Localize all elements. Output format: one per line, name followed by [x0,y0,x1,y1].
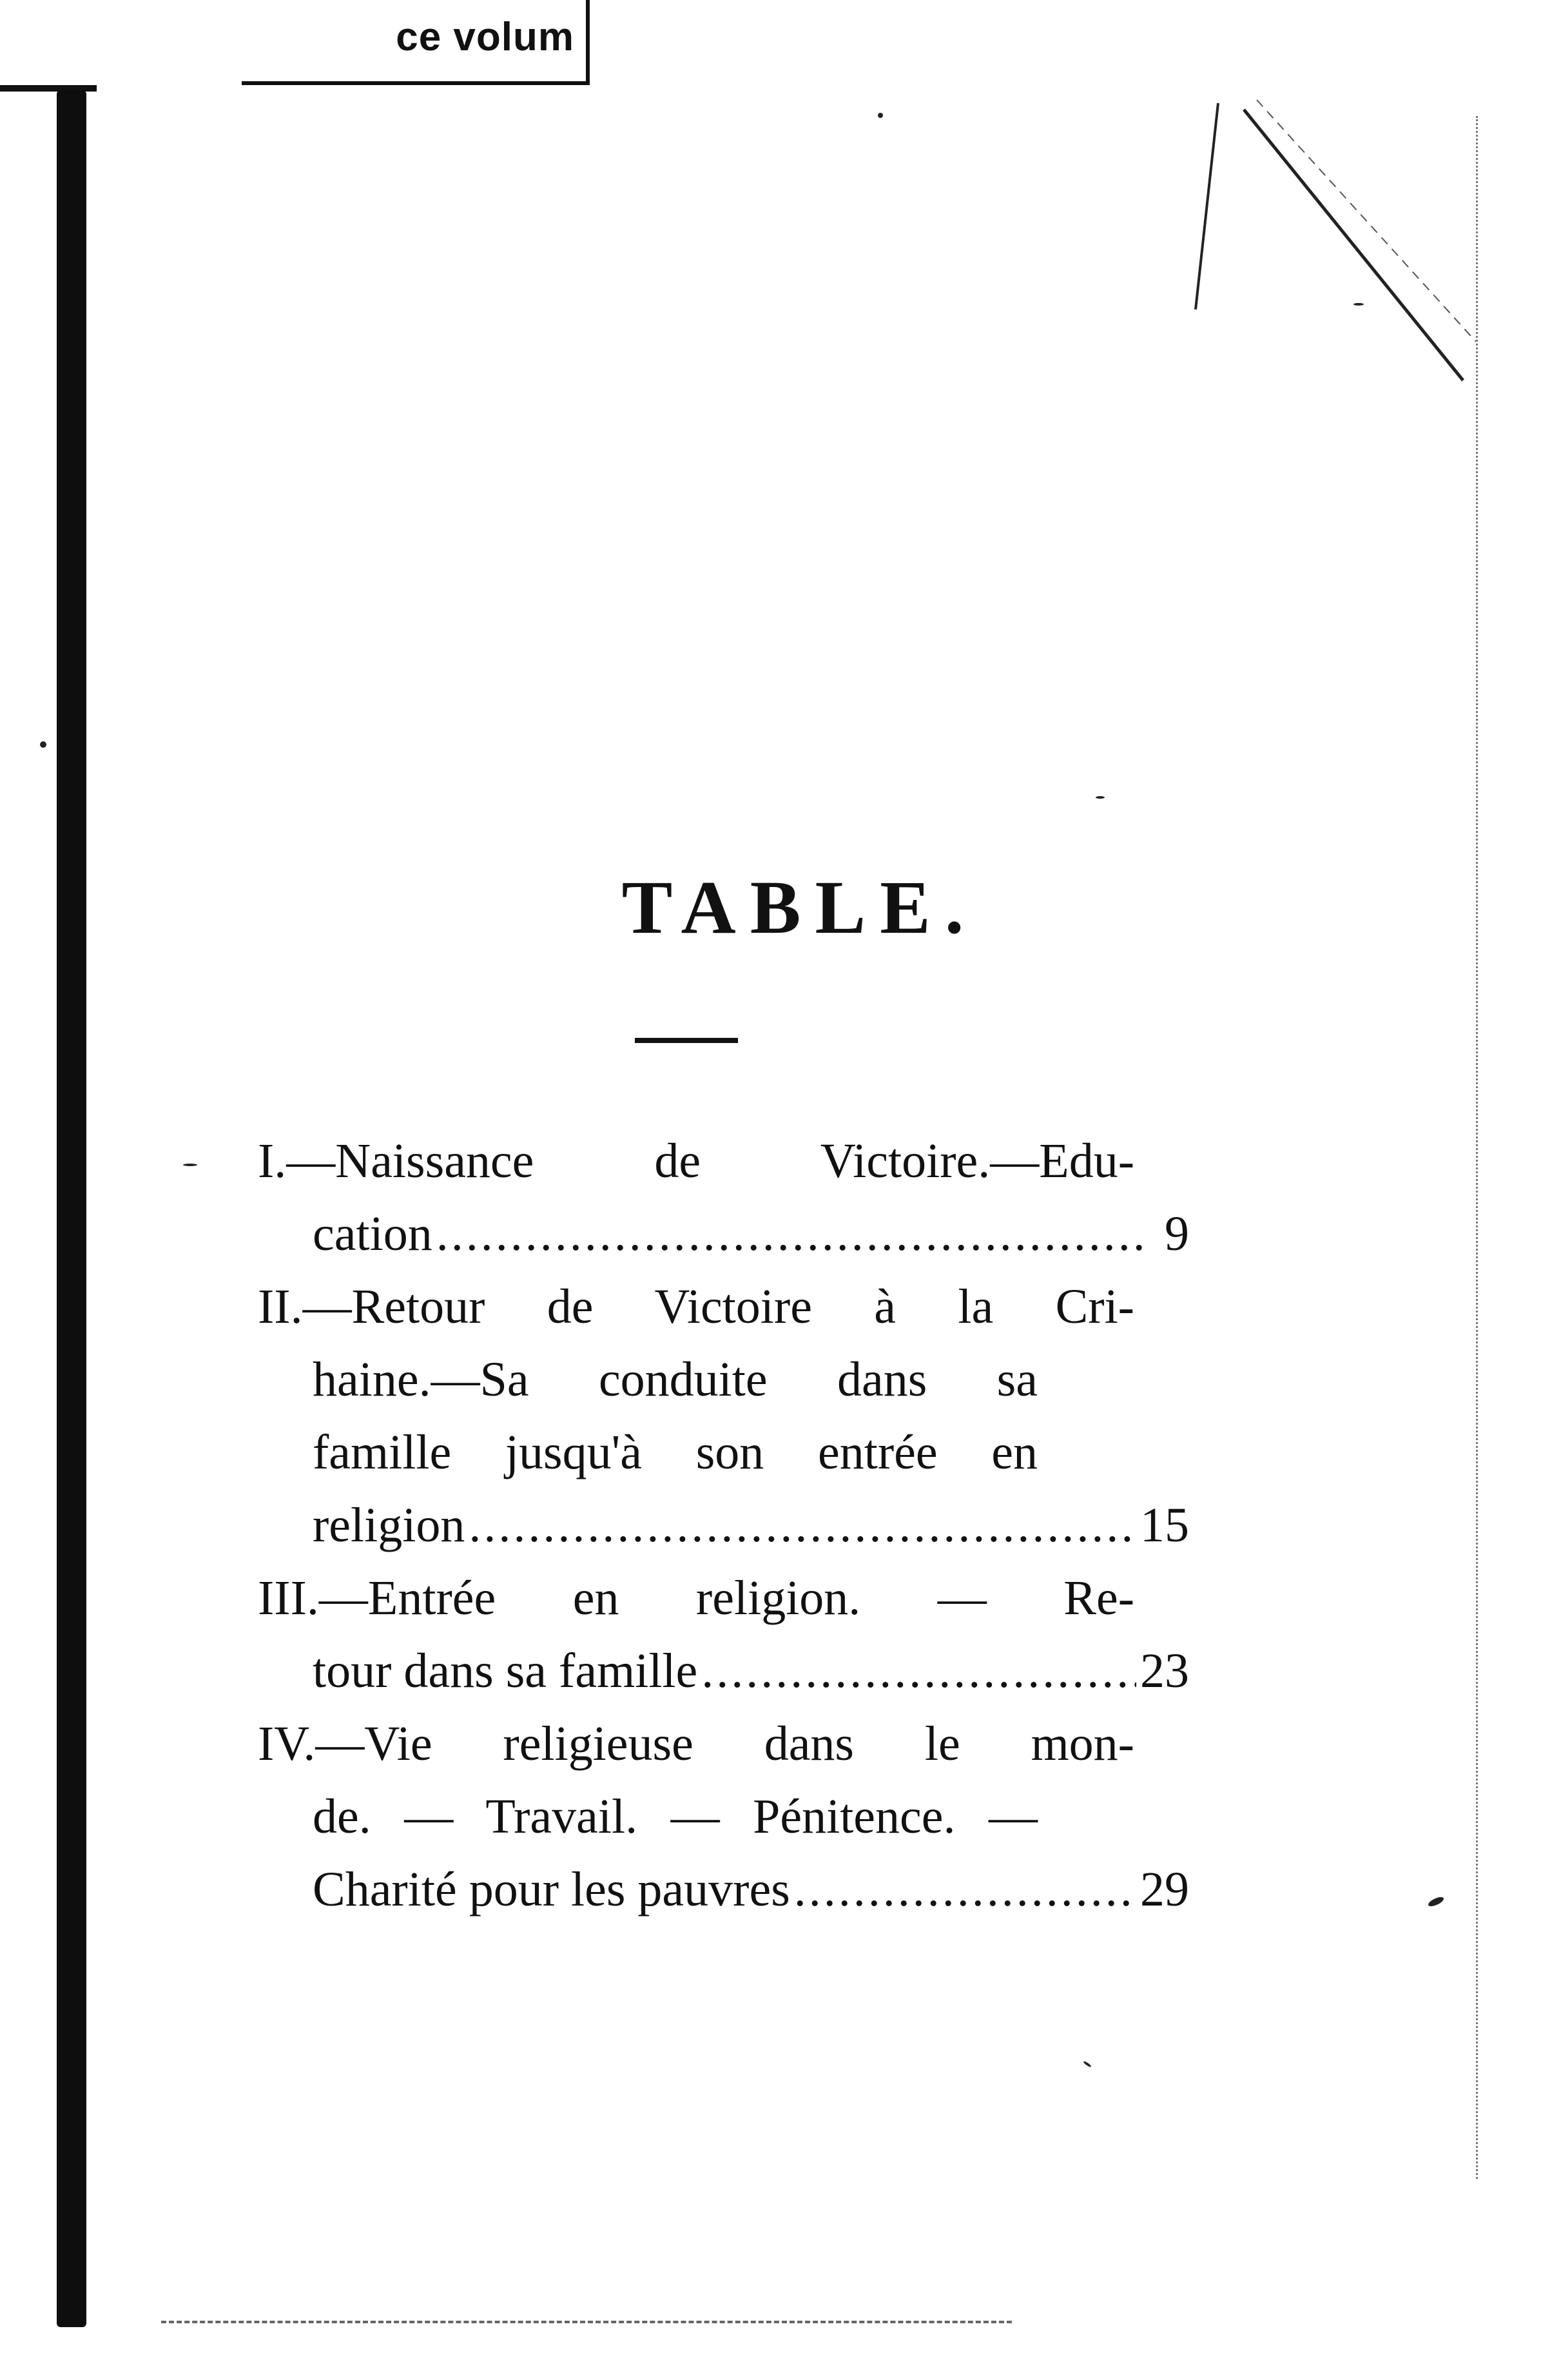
page-right-edge [1476,116,1478,2179]
toc-entry [258,1708,1189,1926]
torn-paper-label [242,0,590,85]
label-text: ce volum [396,15,574,59]
toc-line [258,1198,1189,1271]
toc-entry [258,1562,1189,1708]
toc-line [258,1125,1134,1198]
toc-line [258,1416,1134,1489]
toc-entry-text: de. — Travail. — Pénitence. — [313,1790,1038,1844]
toc-entry [258,1271,1189,1562]
toc-entry-text: famille jusqu'à son entrée en [313,1425,1038,1479]
print-speck [1353,303,1364,306]
toc-entry-text: II.—Retour de Victoire à la Cri- [258,1280,1134,1334]
toc-line [258,1489,1189,1562]
toc-entry-text: haine.—Sa conduite dans sa [313,1352,1038,1407]
toc-line [258,1635,1189,1708]
toc-entry-text: tour dans sa famille [313,1644,698,1698]
toc-line [258,1853,1189,1926]
book-binding-edge [57,90,86,2327]
toc-line [258,1780,1134,1853]
page-title: TABLE. [621,865,978,950]
toc-line [258,1708,1134,1780]
toc-page-number: 29 [1140,1862,1189,1917]
corner-fold-lines [1192,97,1489,393]
print-speck [1083,2060,1092,2067]
dot-leader [794,1853,1136,1926]
toc-page-number: 15 [1140,1498,1189,1552]
dot-leader [701,1635,1136,1708]
toc-page-number: 23 [1140,1644,1189,1698]
toc-line [258,1562,1134,1635]
toc-entry [258,1125,1189,1271]
toc-line [258,1343,1134,1416]
table-of-contents [258,1125,1189,1926]
toc-entry-text: I.—Naissance de Victoire.—Edu- [258,1134,1134,1188]
title-rule [635,1038,738,1043]
toc-entry-text: Charité pour les pauvres [313,1862,790,1917]
print-speck [878,113,883,118]
print-speck [1427,1895,1445,1908]
toc-entry-text: IV.—Vie religieuse dans le mon- [258,1717,1134,1771]
toc-line [258,1271,1134,1343]
print-speck [1096,796,1105,799]
print-speck [183,1164,197,1166]
toc-page-number: 9 [1165,1207,1189,1261]
print-speck [40,741,46,748]
dot-leader [469,1489,1136,1562]
page-bottom-edge [161,2321,1012,2323]
toc-entry-text: III.—Entrée en religion. — Re- [258,1571,1134,1625]
dot-leader [436,1198,1149,1271]
toc-entry-text: cation [313,1207,432,1261]
toc-entry-text: religion [313,1498,465,1552]
